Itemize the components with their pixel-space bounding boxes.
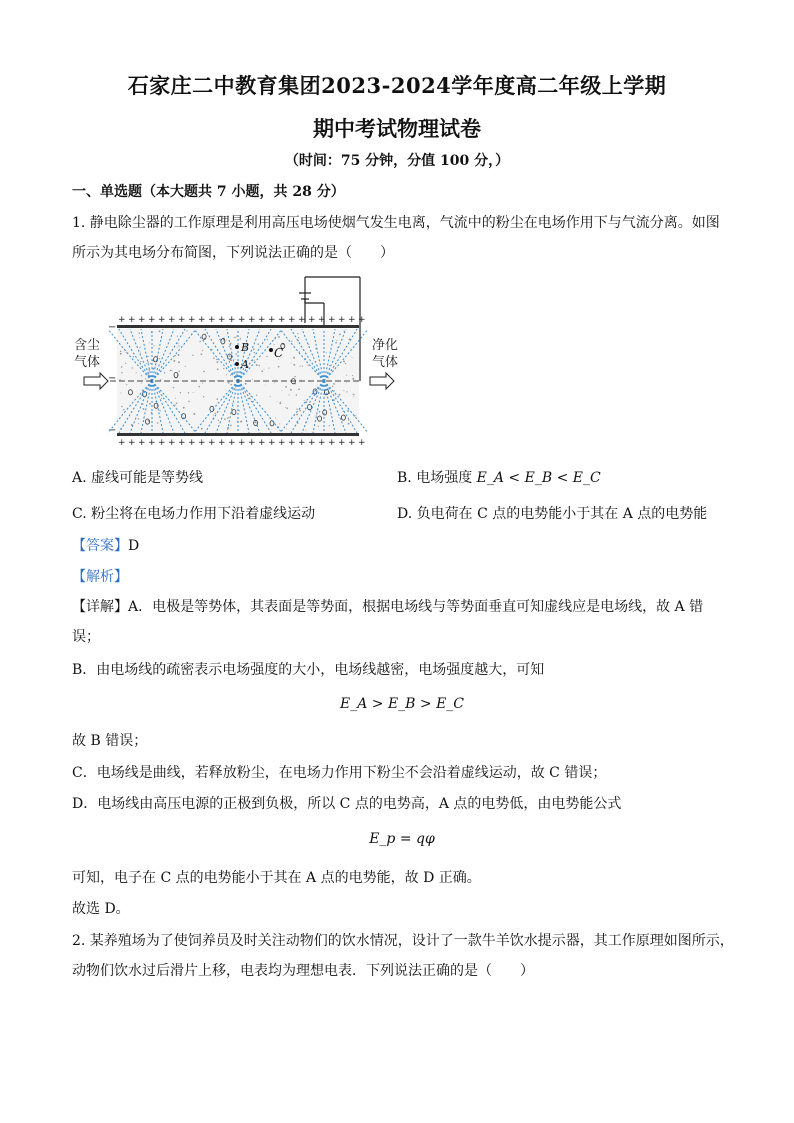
dust-speck: [153, 345, 154, 346]
dust-speck: [275, 417, 276, 418]
dust-speck: [218, 420, 219, 421]
dust-speck: [264, 369, 265, 370]
dust-speck: [133, 356, 134, 357]
q1-option-a: A. 虚线可能是等势线: [72, 470, 204, 486]
dust-speck: [149, 403, 151, 405]
dust-speck: [185, 366, 186, 367]
dust-speck: [300, 366, 301, 367]
dust-speck: [120, 393, 121, 394]
dust-speck: [294, 376, 295, 377]
dust-speck: [173, 360, 174, 361]
dust-speck: [148, 369, 150, 371]
dust-speck: [274, 344, 275, 345]
dust-speck: [256, 364, 258, 366]
plus-bottom: +: [188, 438, 196, 448]
dust-speck: [265, 385, 266, 386]
dust-speck: [224, 418, 226, 420]
dust-speck: [348, 420, 349, 421]
plus-bottom: +: [218, 438, 226, 448]
dust-speck: [346, 391, 347, 392]
dust-speck: [139, 332, 140, 333]
dust-speck: [230, 374, 231, 375]
dust-speck: [178, 361, 180, 363]
q1-option-c: C. 粉尘将在电场力作用下沿着虚线运动: [72, 506, 316, 522]
dust-speck: [176, 402, 178, 404]
dust-speck: [223, 368, 224, 369]
dust-speck: [234, 337, 235, 338]
dust-speck: [296, 394, 297, 395]
dust-speck: [274, 382, 275, 383]
dust-speck: [278, 336, 280, 338]
dust-speck: [217, 361, 219, 363]
dust-speck: [120, 353, 122, 355]
dust-speck: [213, 415, 214, 416]
dust-speck: [280, 401, 281, 402]
dust-speck: [148, 361, 149, 362]
dust-speck: [235, 387, 236, 388]
plus-top: +: [268, 315, 276, 325]
plus-bottom: +: [238, 438, 246, 448]
plus-top: +: [208, 315, 216, 325]
dust-speck: [325, 396, 326, 397]
dust-speck: [270, 396, 271, 397]
dust-speck: [160, 379, 161, 380]
dust-speck: [215, 413, 216, 414]
dust-speck: [343, 390, 344, 391]
dust-speck: [226, 340, 227, 341]
plus-top: +: [128, 315, 136, 325]
dust-speck: [296, 414, 298, 416]
plus-top: +: [258, 315, 266, 325]
dust-speck: [278, 366, 280, 368]
plus-top: +: [288, 315, 296, 325]
dust-speck: [152, 368, 154, 370]
dust-speck: [232, 403, 233, 404]
dust-speck: [119, 379, 120, 380]
formula-field-strength: E_A > E_B > E_C: [339, 696, 465, 712]
dust-speck: [289, 394, 290, 395]
dust-speck: [147, 356, 148, 357]
dust-speck: [339, 394, 341, 396]
formula-potential-energy: E_p = qφ: [369, 831, 435, 847]
plus-top: +: [248, 315, 256, 325]
dust-speck: [149, 342, 150, 343]
dust-speck: [202, 350, 203, 351]
dust-speck: [236, 336, 237, 337]
plus-top: +: [158, 315, 166, 325]
dust-speck: [141, 366, 142, 367]
dust-speck: [140, 361, 141, 362]
dust-speck: [177, 335, 178, 336]
q1-stem-line1: 1. 静电除尘器的工作原理是利用高压电场使烟气发生电离，气流中的粉尘在电场作用下与气流分离。如图: [72, 215, 720, 231]
answer-label: 【答案】: [72, 538, 128, 554]
dust-speck: [256, 395, 257, 396]
dust-speck: [304, 400, 305, 401]
dust-speck: [348, 423, 350, 425]
label-dusty-1: 含尘: [74, 338, 101, 353]
plus-bottom: +: [338, 438, 346, 448]
plus-top: +: [218, 315, 226, 325]
label-clean-1: 净化: [372, 338, 399, 353]
dust-speck: [266, 356, 267, 357]
dust-speck: [240, 421, 242, 423]
minus-top-left: −: [108, 322, 117, 333]
q2-stem-line2: 动物们饮水过后滑片上移，电表均为理想电表．下列说法正确的是（ ）: [72, 963, 534, 979]
dust-speck: [290, 389, 292, 391]
dust-speck: [305, 430, 306, 431]
dust-speck: [334, 390, 335, 391]
dust-speck: [329, 425, 330, 426]
dust-speck: [286, 429, 287, 430]
dust-speck: [245, 383, 247, 385]
dust-speck: [328, 378, 329, 379]
dust-speck: [180, 392, 181, 393]
dust-speck: [299, 410, 301, 412]
plus-bottom: +: [158, 438, 166, 448]
dust-speck: [293, 364, 295, 366]
dust-speck: [240, 338, 242, 340]
dust-speck: [228, 382, 230, 384]
minus-mid-left: −: [108, 373, 117, 384]
dust-speck: [174, 404, 175, 405]
dust-speck: [316, 415, 317, 416]
dust-speck: [339, 334, 341, 336]
inlet-arrow-icon: [84, 373, 108, 389]
dust-speck: [175, 398, 176, 399]
dust-speck: [282, 390, 283, 391]
plus-bottom: +: [228, 438, 236, 448]
dust-speck: [230, 384, 232, 386]
dust-speck: [199, 341, 201, 343]
point-a-dot: [235, 362, 239, 366]
dust-speck: [173, 387, 175, 389]
exam-title-line2: 期中考试物理试卷: [313, 116, 481, 141]
dust-speck: [337, 347, 338, 348]
plus-top: +: [278, 315, 286, 325]
dust-speck: [353, 396, 354, 397]
plus-bottom: +: [258, 438, 266, 448]
dust-speck: [254, 352, 256, 354]
dust-speck: [177, 347, 178, 348]
dust-speck: [138, 418, 140, 420]
dust-speck: [346, 382, 347, 383]
dust-speck: [228, 417, 229, 418]
answer-value: D: [128, 538, 140, 554]
detail-line8: 故选 D。: [72, 901, 130, 917]
dust-speck: [248, 398, 249, 399]
plus-bottom: +: [278, 438, 286, 448]
plus-bottom: +: [168, 438, 176, 448]
dust-speck: [188, 401, 189, 402]
plus-bottom: +: [138, 438, 146, 448]
dust-speck: [334, 384, 335, 385]
dust-speck: [188, 392, 189, 393]
plus-top: +: [298, 315, 306, 325]
dust-speck: [159, 330, 161, 332]
plus-top: +: [118, 315, 126, 325]
dust-speck: [352, 375, 353, 376]
dust-speck: [120, 351, 122, 353]
dust-speck: [336, 340, 337, 341]
dust-speck: [315, 348, 316, 349]
dust-speck: [254, 422, 255, 423]
plus-bottom: +: [198, 438, 206, 448]
plus-top: +: [168, 315, 176, 325]
dust-speck: [183, 407, 185, 409]
dust-speck: [267, 339, 268, 340]
q1-answer: [72, 536, 732, 556]
plus-bottom: +: [318, 438, 326, 448]
dust-speck: [121, 406, 122, 407]
top-plate: [117, 325, 359, 328]
dust-speck: [319, 411, 321, 413]
dust-speck: [201, 428, 203, 430]
detail-line6: D．电场线由高压电源的正极到负极，所以 C 点的电势高，A 点的电势低，由电势能公式: [72, 796, 622, 812]
exam-title-line1: 石家庄二中教育集团2023-2024学年度高二年级上学期: [127, 73, 667, 98]
dust-speck: [302, 366, 303, 367]
dust-speck: [178, 370, 179, 371]
dust-speck: [261, 370, 263, 372]
dust-speck: [297, 333, 298, 334]
dust-speck: [308, 344, 309, 345]
dust-speck: [227, 417, 229, 419]
dust-speck: [346, 375, 347, 376]
minus-bottom-left: −: [108, 425, 117, 436]
dust-speck: [217, 398, 219, 400]
plus-bottom: +: [308, 438, 316, 448]
plus-bottom: +: [178, 438, 186, 448]
dust-speck: [170, 370, 172, 372]
point-c-label: C: [274, 346, 284, 360]
dust-speck: [329, 365, 330, 366]
dust-speck: [326, 352, 327, 353]
plus-bottom: +: [348, 438, 356, 448]
dust-speck: [175, 355, 176, 356]
dust-speck: [350, 348, 351, 349]
dust-speck: [186, 330, 187, 331]
plus-top: +: [348, 315, 356, 325]
dust-speck: [318, 426, 319, 427]
dust-speck: [331, 357, 332, 358]
dust-speck: [279, 423, 280, 424]
detail-line1: 【详解】A．电极是等势体，其表面是等势面，根据电场线与等势面垂直可知虚线应是电场线，故 A 错: [72, 599, 704, 615]
detail-line5: C．电场线是曲线，若释放粉尘，在电场力作用下粉尘不会沿着虚线运动，故 C 错误；: [72, 765, 607, 781]
plus-bottom: +: [298, 438, 306, 448]
point-a-label: A: [241, 358, 249, 371]
dust-speck: [125, 363, 126, 364]
plus-top: +: [138, 315, 146, 325]
label-clean-2: 气体: [372, 355, 399, 370]
dust-speck: [235, 353, 237, 355]
plus-top: +: [338, 315, 346, 325]
detail-line4: 故 B 错误；: [72, 733, 148, 749]
dust-speck: [285, 407, 286, 408]
plus-top: +: [228, 315, 236, 325]
dust-speck: [140, 352, 141, 353]
dust-speck: [202, 383, 203, 384]
dust-speck: [235, 359, 236, 360]
dust-speck: [307, 364, 308, 365]
dust-speck: [193, 392, 194, 393]
dust-speck: [276, 380, 277, 381]
q2-stem-line1: 2. 某养殖场为了使饲养员及时关注动物们的饮水情况，设计了一款牛羊饮水提示器，其工作原理如图所示，: [72, 933, 734, 949]
dust-speck: [291, 363, 292, 364]
dust-speck: [352, 378, 354, 380]
dust-speck: [143, 404, 144, 405]
dust-speck: [268, 368, 269, 369]
dust-speck: [216, 359, 218, 361]
dust-speck: [150, 363, 151, 364]
dust-speck: [279, 402, 281, 404]
dust-speck: [192, 355, 193, 356]
dust-speck: [353, 394, 355, 396]
dust-speck: [226, 374, 227, 375]
plus-bottom: +: [128, 438, 136, 448]
plus-bottom: +: [208, 438, 216, 448]
outlet-arrow-icon: [370, 373, 394, 389]
point-b-dot: [235, 345, 239, 349]
dust-speck: [139, 347, 140, 348]
dust-speck: [178, 345, 179, 346]
dust-speck: [293, 357, 295, 359]
dust-speck: [201, 353, 203, 355]
dust-speck: [178, 354, 180, 356]
plus-top: +: [198, 315, 206, 325]
analysis-label: 【解析】: [72, 569, 128, 585]
plus-top: +: [178, 315, 186, 325]
plus-bottom: +: [358, 438, 366, 448]
q1-option-b: [397, 468, 601, 488]
precipitator-diagram: [72, 273, 412, 451]
q1-option-b-formula: E_A < E_B < E_C: [476, 470, 601, 486]
dust-speck: [254, 360, 255, 361]
dust-speck: [298, 337, 299, 338]
plus-top: +: [328, 315, 336, 325]
dust-speck: [252, 379, 253, 380]
dust-speck: [277, 401, 278, 402]
q1-option-b-prefix: B. 电场强度: [397, 470, 473, 486]
dust-speck: [139, 337, 140, 338]
dust-speck: [257, 343, 259, 345]
dust-speck: [157, 422, 159, 424]
dust-speck: [164, 372, 165, 373]
dust-speck: [259, 365, 261, 367]
dust-speck: [145, 378, 146, 379]
dust-speck: [121, 372, 122, 373]
plus-bottom: +: [248, 438, 256, 448]
detail-line2: 误；: [72, 629, 100, 645]
plus-top: +: [308, 315, 316, 325]
plus-top: +: [358, 315, 366, 325]
dust-speck: [175, 405, 176, 406]
dust-speck: [298, 388, 300, 390]
plus-top: +: [318, 315, 326, 325]
exam-meta: （时间：75 分钟，分值 100 分，）: [284, 153, 510, 169]
label-dusty-2: 气体: [74, 355, 101, 370]
plus-top: +: [238, 315, 246, 325]
dust-speck: [159, 410, 160, 411]
dust-speck: [239, 410, 240, 411]
dust-speck: [285, 386, 287, 388]
dust-speck: [146, 363, 147, 364]
plus-top: +: [188, 315, 196, 325]
point-b-label: B: [241, 341, 250, 354]
dust-speck: [286, 407, 288, 409]
dust-speck: [347, 410, 349, 412]
plus-bottom: +: [288, 438, 296, 448]
dust-speck: [121, 366, 123, 368]
dust-speck: [203, 396, 205, 398]
plus-bottom: +: [328, 438, 336, 448]
dust-speck: [141, 375, 142, 376]
dust-speck: [296, 409, 297, 410]
dust-speck: [230, 359, 232, 361]
detail-line7: 可知，电子在 C 点的电势能小于其在 A 点的电势能，故 D 正确。: [72, 870, 481, 886]
dust-speck: [235, 337, 236, 338]
dust-speck: [253, 348, 255, 350]
dust-speck: [159, 358, 160, 359]
dust-speck: [230, 424, 232, 426]
dust-speck: [141, 382, 142, 383]
dust-speck: [343, 360, 345, 362]
dust-speck: [138, 423, 139, 424]
dust-speck: [142, 408, 144, 410]
dust-speck: [291, 341, 292, 342]
dust-speck: [198, 386, 199, 387]
plus-bottom: +: [268, 438, 276, 448]
plus-bottom: +: [118, 438, 126, 448]
dust-speck: [123, 410, 124, 411]
dust-speck: [132, 367, 133, 368]
dust-speck: [193, 413, 195, 415]
point-c-dot: [269, 348, 273, 352]
dust-speck: [203, 371, 205, 373]
dust-speck: [213, 357, 215, 359]
plus-top: +: [148, 315, 156, 325]
dust-speck: [352, 357, 353, 358]
dust-speck: [136, 372, 137, 373]
q1-stem-line2: 所示为其电场分布简图，下列说法正确的是（ ）: [72, 245, 394, 261]
dust-speck: [177, 343, 178, 344]
dust-speck: [172, 370, 173, 371]
dust-speck: [229, 355, 231, 357]
detail-line3: B．由电场线的疏密表示电场强度的大小，电场线越密，电场强度越大，可知: [72, 662, 545, 678]
dust-speck: [345, 363, 346, 364]
dust-speck: [126, 384, 127, 385]
bottom-plate: [117, 433, 359, 436]
section-heading: 一、单选题（本大题共 7 小题，共 28 分）: [72, 184, 345, 200]
dust-speck: [229, 346, 230, 347]
plus-bottom: +: [148, 438, 156, 448]
dust-speck: [335, 342, 337, 344]
dust-speck: [332, 386, 333, 387]
q1-option-d: D. 负电荷在 C 点的电势能小于其在 A 点的电势能: [397, 506, 708, 522]
dust-speck: [161, 398, 162, 399]
dust-speck: [217, 368, 219, 370]
